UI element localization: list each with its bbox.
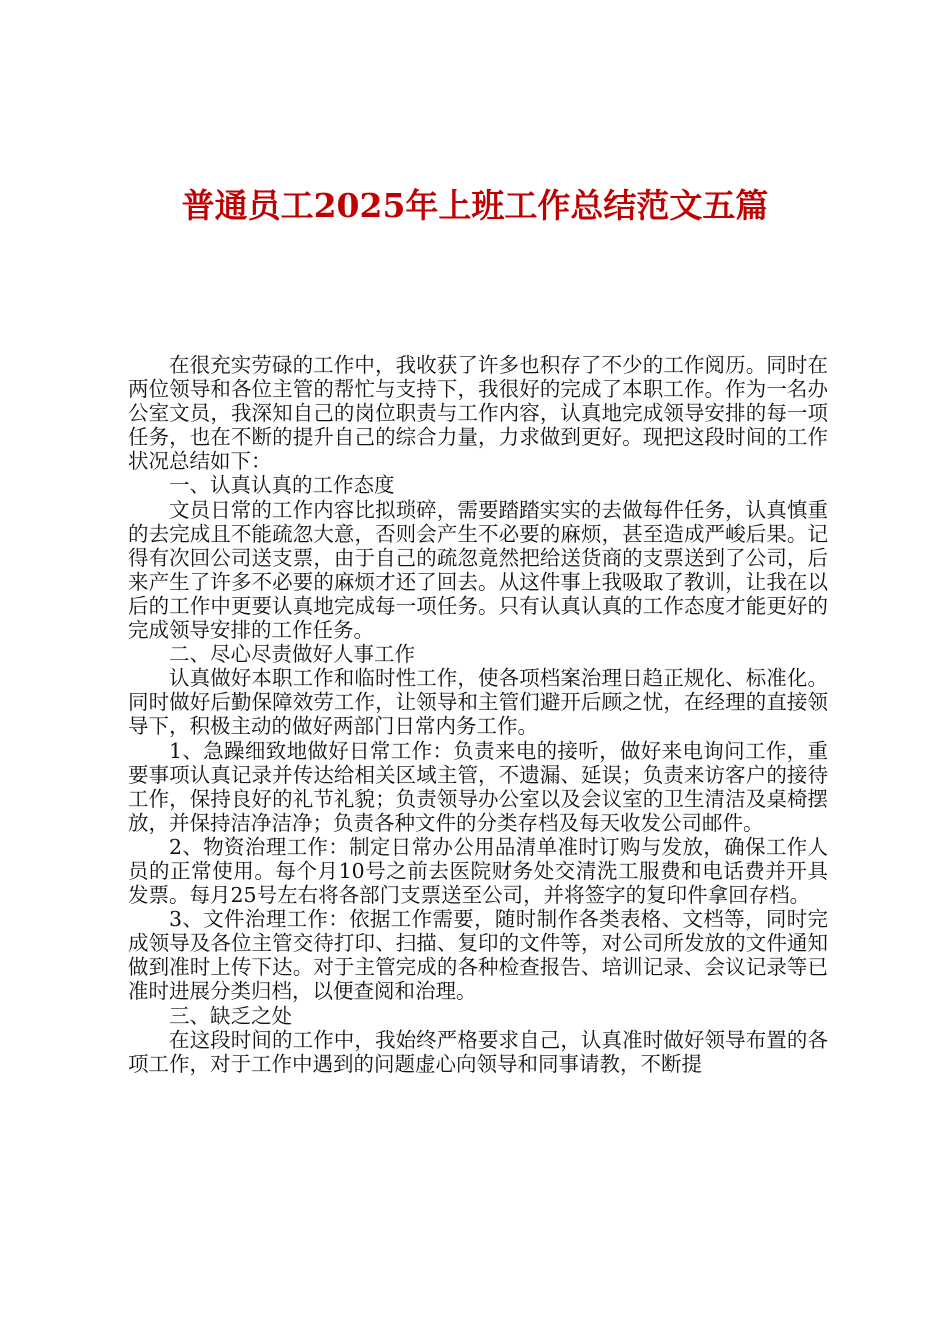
section-heading-1: 一、认真认真的工作态度 [169, 473, 395, 498]
document-title: 普通员工2025年上班工作总结范文五篇 [181, 186, 769, 225]
paragraph-attitude: 文员日常的工作内容比拟琐碎，需要踏踏实实的去做每件任务，认真慎重的去完成且不能疏忽大意，否则会产生不必要的麻烦，甚至造成严峻后果。记得有次回公司送支票，由于自己的疏忽竟然把给送货商的支票送到了公司，后来产生了许多不必要的麻烦才还了回去。从这件事上我吸取了教训，让我在以后的工作中更要认真地完成每一项任务。只有认真认真的工作态度才能更好的完成领导安排的工作任务。 [128, 497, 828, 643]
paragraph-item-1: 1、急躁细致地做好日常工作：负责来电的接听，做好来电询问工作，重要事项认真记录并传达给相关区域主管，不遗漏、延误；负责来访客户的接待工作，保持良好的礼节礼貌；负责领导办公室以及会议室的卫生清洁及桌椅摆放，并保持洁净洁净；负责各种文件的分类存档及每天收发公司邮件。 [128, 738, 828, 835]
paragraph-shortcomings: 在这段时间的工作中，我始终严格要求自己，认真准时做好领导布置的各项工作，对于工作中遇到的问题虚心向领导和同事请教，不断提 [128, 1027, 828, 1076]
document-body [128, 353, 828, 1076]
paragraph-item-2: 2、物资治理工作：制定日常办公用品清单准时订购与发放，确保工作人员的正常使用。每个月10号之前去医院财务处交清洗工服费和电话费并开具发票。每月25号左右将各部门支票送至公司，并将签字的复印件拿回存档。 [128, 834, 828, 908]
paragraph-intro: 在很充实劳碌的工作中，我收获了许多也积存了不少的工作阅历。同时在两位领导和各位主管的帮忙与支持下，我很好的完成了本职工作。作为一名办公室文员，我深知自己的岗位职责与工作内容，认真地完成领导安排的每一项任务，也在不断的提升自己的综合力量，力求做到更好。现把这段时间的工作状况总结如下： [128, 353, 828, 474]
paragraph-personnel: 认真做好本职工作和临时性工作，使各项档案治理日趋正规化、标准化。同时做好后勤保障效劳工作，让领导和主管们避开后顾之忧，在经理的直接领导下，积极主动的做好两部门日常内务工作。 [128, 666, 828, 739]
section-heading-2: 二、尽心尽责做好人事工作 [169, 642, 415, 667]
paragraph-item-3: 3、文件治理工作：依据工作需要，随时制作各类表格、文档等，同时完成领导及各位主管交待打印、扫描、复印的文件等，对公司所发放的文件通知做到准时上传下达。对于主管完成的各种检查报告、培训记录、会议记录等已准时进展分类归档，以便查阅和治理。 [128, 907, 828, 1004]
section-heading-3: 三、缺乏之处 [169, 1003, 292, 1028]
